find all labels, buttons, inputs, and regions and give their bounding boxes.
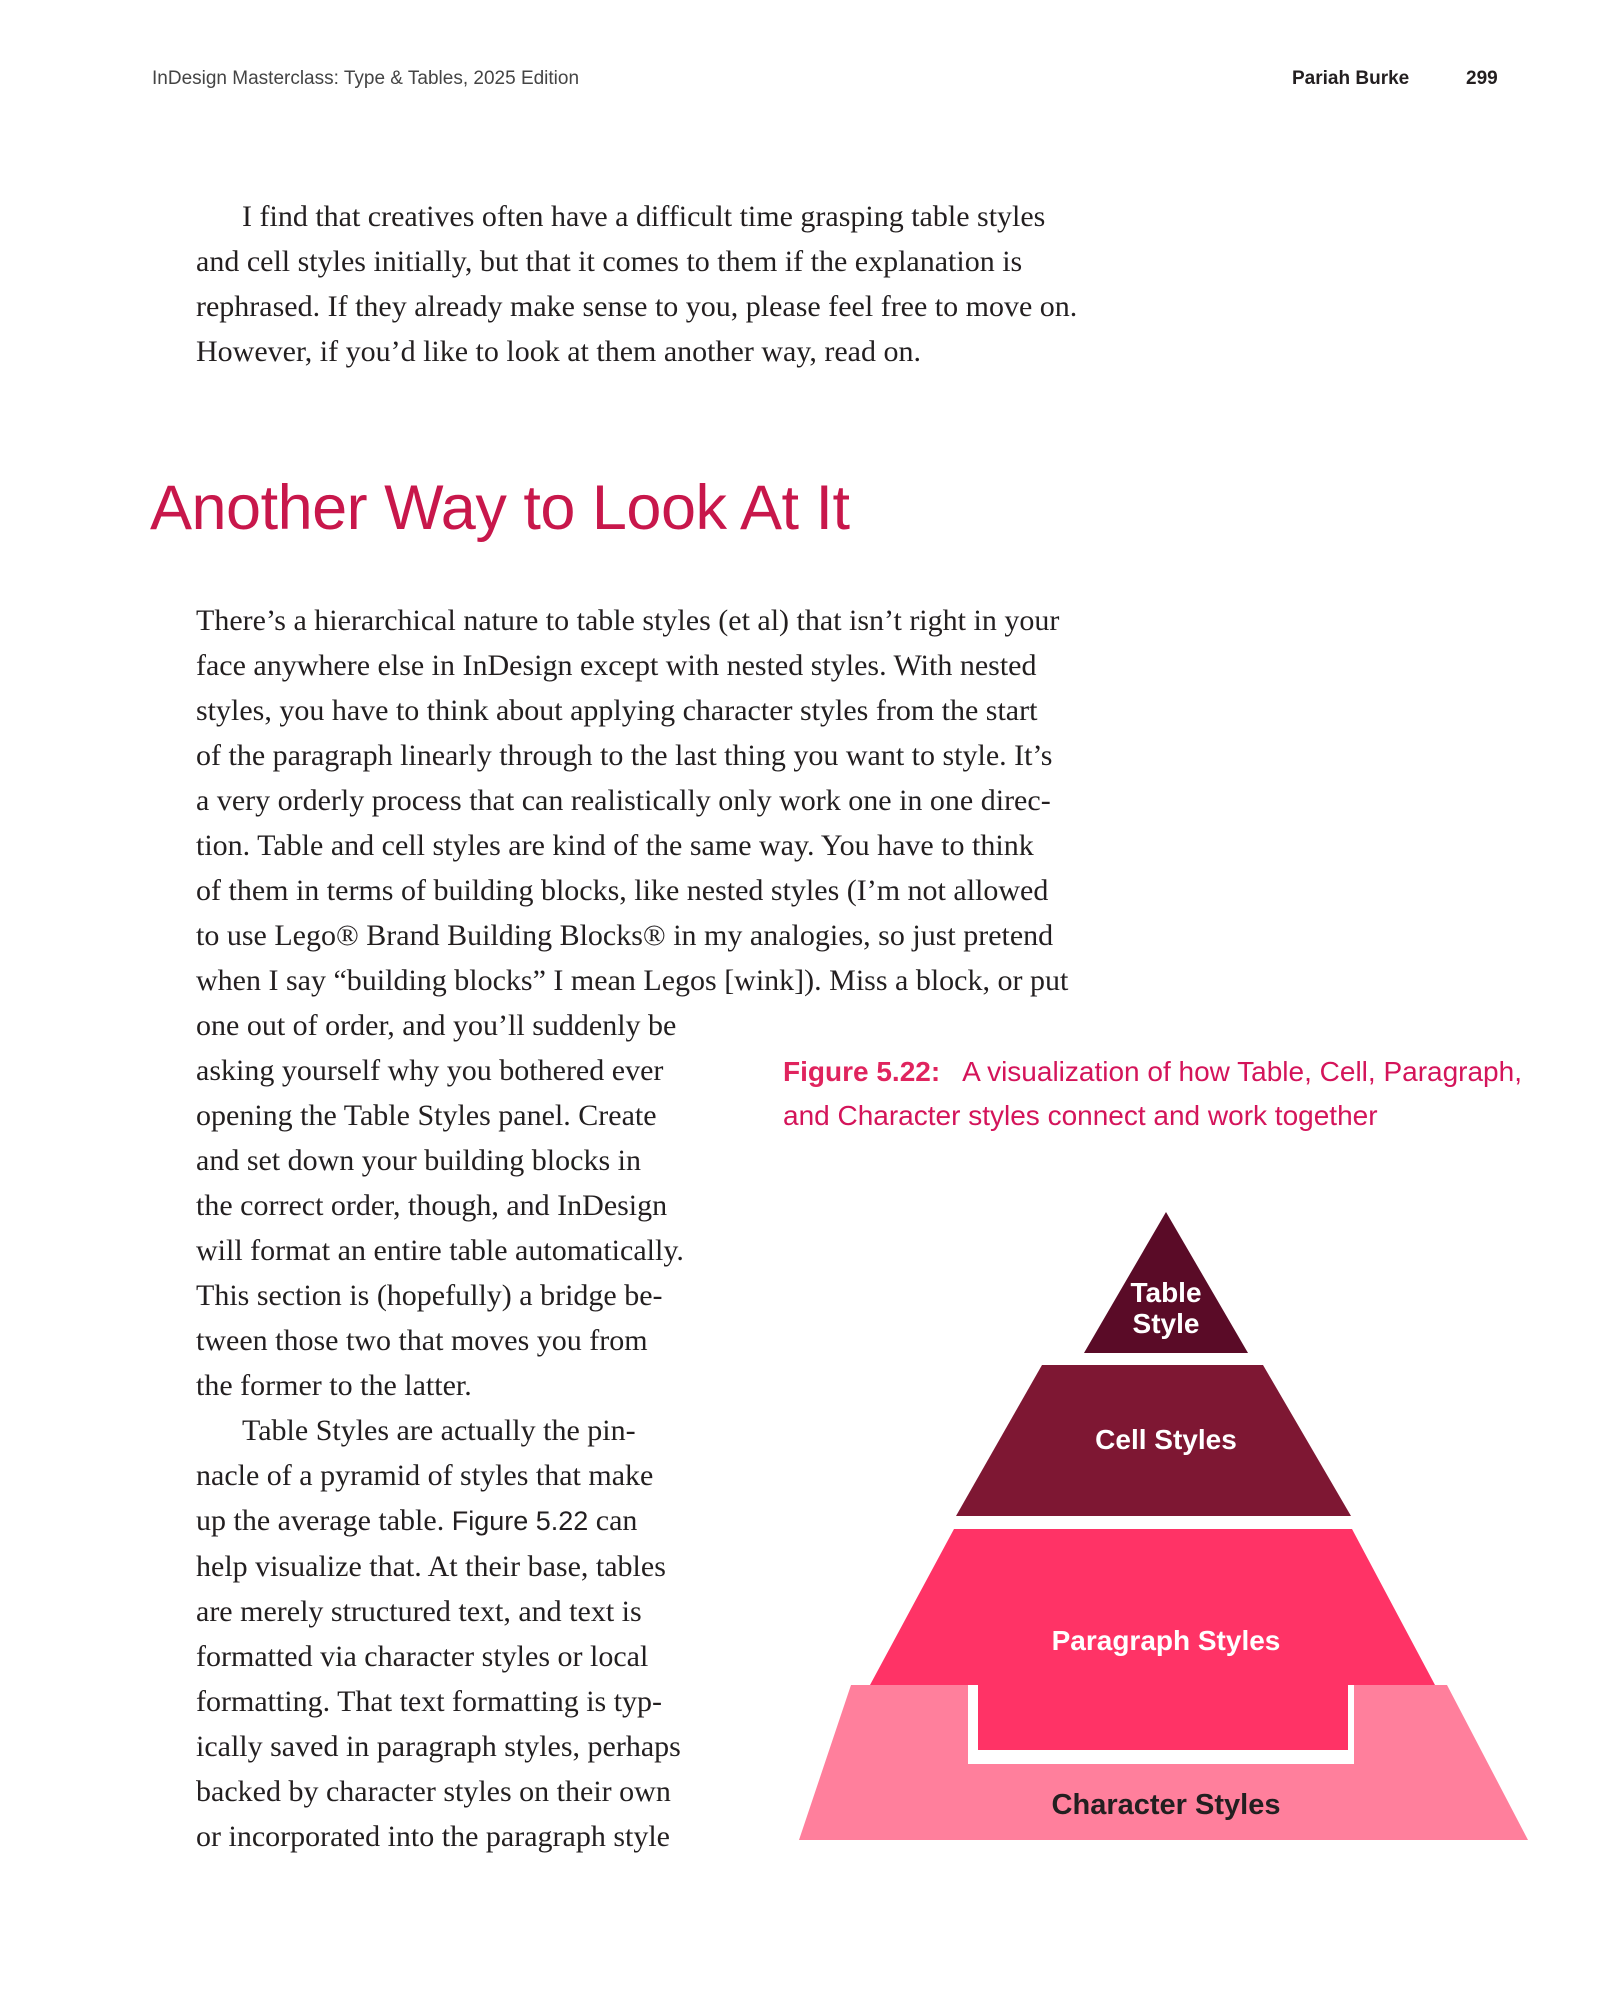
- text-line: backed by character styles on their own: [196, 1775, 671, 1808]
- text-line: opening the Table Styles panel. Create: [196, 1099, 657, 1132]
- text-line: to use Lego® Brand Building Blocks® in my analogies, so just pretend: [196, 919, 1054, 952]
- text-line: the correct order, though, and InDesign: [196, 1189, 668, 1222]
- text-line: formatting. That text formatting is typ-: [196, 1685, 663, 1718]
- text-line: I find that creatives often have a difficult time grasping table styles: [242, 200, 1046, 233]
- figure-label: Figure 5.22:: [783, 1056, 941, 1087]
- text-line: ically saved in paragraph styles, perhaps: [196, 1730, 681, 1763]
- section-heading: Another Way to Look At It: [150, 473, 850, 543]
- cell-styles-label: Cell Styles: [1095, 1424, 1237, 1455]
- text-line: There’s a hierarchical nature to table styles (et al) that isn’t right in your: [196, 604, 1060, 637]
- text-line: the former to the latter.: [196, 1369, 472, 1402]
- text-line: when I say “building blocks” I mean Legos [wink]). Miss a block, or put: [196, 964, 1069, 997]
- text-line: will format an entire table automatically.: [196, 1234, 684, 1267]
- figure-reference-link[interactable]: Figure 5.22: [451, 1506, 589, 1536]
- text-line: formatted via character styles or local: [196, 1640, 649, 1673]
- text-line: Table Styles are actually the pin-: [242, 1414, 636, 1447]
- text-line: rephrased. If they already make sense to you, please feel free to move on.: [196, 290, 1078, 323]
- text-line: of the paragraph linearly through to the last thing you want to style. It’s: [196, 739, 1053, 772]
- running-header-title: InDesign Masterclass: Type & Tables, 2025 Edition: [152, 68, 580, 89]
- text-line: face anywhere else in InDesign except with nested styles. With nested: [196, 649, 1037, 682]
- text-line: help visualize that. At their base, tables: [196, 1550, 666, 1583]
- text-line: up the average table.: [196, 1504, 452, 1537]
- text-line: or incorporated into the paragraph style: [196, 1820, 670, 1853]
- paragraph-styles-label: Paragraph Styles: [1051, 1625, 1281, 1656]
- page-number: 299: [1466, 68, 1498, 89]
- text-line: are merely structured text, and text is: [196, 1595, 642, 1628]
- text-line: However, if you’d like to look at them another way, read on.: [196, 335, 921, 368]
- text-line: can: [588, 1504, 638, 1537]
- text-line: styles, you have to think about applying character styles from the start: [196, 694, 1038, 727]
- text-line: of them in terms of building blocks, like nested styles (I’m not allowed: [196, 874, 1049, 907]
- text-line: This section is (hopefully) a bridge be-: [196, 1279, 663, 1312]
- running-header-author: Pariah Burke: [1292, 68, 1410, 89]
- text-line: and set down your building blocks in: [196, 1144, 641, 1177]
- text-line: a very orderly process that can realistically only work one in one direc-: [196, 784, 1051, 817]
- table-style-label-line2: Style: [1132, 1308, 1200, 1339]
- character-styles-label: Character Styles: [1051, 1789, 1281, 1821]
- text-line: tion. Table and cell styles are kind of the same way. You have to think: [196, 829, 1034, 862]
- text-line: one out of order, and you’ll suddenly be: [196, 1009, 677, 1042]
- text-line: nacle of a pyramid of styles that make: [196, 1459, 654, 1492]
- text-line: and cell styles initially, but that it comes to them if the explanation is: [196, 245, 1023, 278]
- table-style-label-line1: Table: [1130, 1277, 1202, 1308]
- figure-caption-text: A visualization of how Table, Cell, Paragraph, and Character styles connect and work together: [783, 1056, 1522, 1131]
- text-line: asking yourself why you bothered ever: [196, 1054, 664, 1087]
- text-line: tween those two that moves you from: [196, 1324, 648, 1357]
